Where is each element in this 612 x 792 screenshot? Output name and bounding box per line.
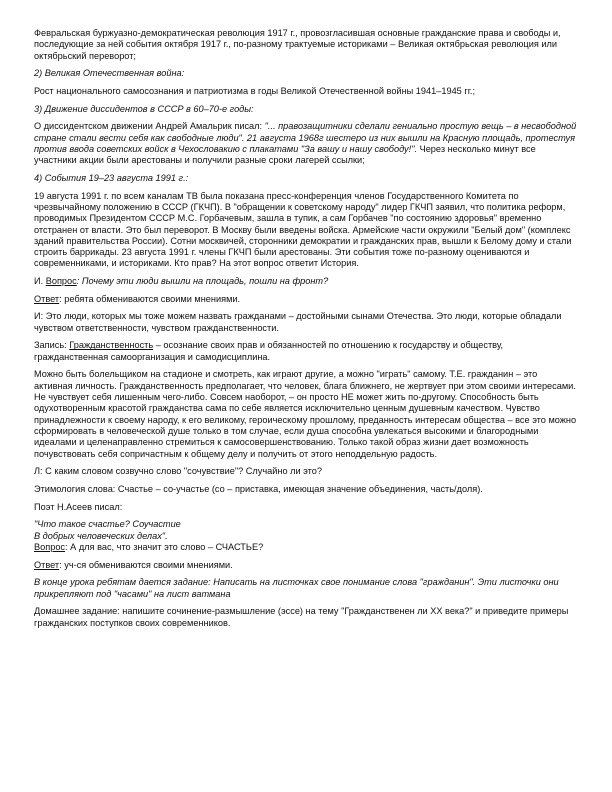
quote-line-2: В добрых человеческих делах". [34, 530, 168, 541]
question-happiness: Вопрос: А для вас, что значит это слово – СЧАСТЬЕ? [34, 541, 264, 552]
heading-august-1991: 4) События 19–23 августа 1991 г.: [34, 172, 189, 183]
paragraph-revolution-1917: Февральская буржуазно-демократическая революция 1917 г., провозгласившая основные гражданские права и свободы и, последующие за ней события октября 1917 г., по-разному трактуемые историками – Великая октябрьская революция или октябрьский переворот; [34, 28, 561, 61]
heading-great-patriotic-war: 2) Великая Отечественная война: [34, 68, 185, 79]
answer-opinions: Ответ: ребята обмениваются своими мнениями. [34, 293, 241, 304]
heading-dissidents: 3) Движение диссидентов в СССР в 60–70-е годы: [34, 103, 254, 114]
paragraph-homework: Домашнее задание: напишите сочинение-размышление (эссе) на тему "Гражданственен ли XX века?" и приведите примеры гражданских поступков своих современников. [34, 606, 569, 628]
paragraph-dissidents: О диссидентском движении Андрей Амальрик писал: "... правозащитники сделали гениально простую вещь – в несвободной стране стали вести себя как свободные люди". 21 августа 1968г шестеро из них вышли на Красную площадь, протестуя против ввода советских войск в Чехословакию с плакатами "За вашу и нашу свободу!". Через несколько минут все участники акции были арестованы и получили разные сроки лагерей ссылки; [34, 121, 577, 166]
paragraph-citizens: И: Это люди, которых мы тоже можем назвать гражданами – достойными сынами Отечества. Это люди, которые обладали чувством ответственности, чувством гражданственности. [34, 311, 562, 333]
definition-citizenship: Запись: Гражданственность – осознание своих прав и обязанностей по отношению к государству и обществу, гражданственная самоорганизация и самодисциплина. [34, 340, 504, 362]
paragraph-patriotism: Рост национального самосознания и патриотизма в годы Великой Отечественной войны 1941–1945 гг.; [34, 85, 476, 96]
paragraph-etymology: Этимология слова: Счастье – со-участье (со – приставка, имеющая значение объединения, часть/доля). [34, 483, 483, 494]
question-sympathy: Л: С каким словом созвучно слово "сочувствие"? Случайно ли это? [34, 466, 322, 477]
question-why: И. Вопрос: Почему эти люди вышли на площадь, пошли на фронт? [34, 276, 329, 287]
paragraph-poet-aseev: Поэт Н.Асеев писал: [34, 501, 123, 512]
answer-students: Ответ: уч-ся обмениваются своими мнениями. [34, 559, 233, 570]
paragraph-active-person: Можно быть болельщиком на стадионе и смотреть, как играют другие, а можно "играть" самому. Т.Е. гражданин – это активная личность. Гражданственность предполагает, что человек, блага ближнего, не жертвует при этом своими интересами. Не чувствует себя лишенным чего-либо. Совсем наоборот, – он просто НЕ может жить по-другому. Способность быть одухотворенным красотой гражданства сама по себе является исключительно ценным душевным качеством. Чувство принадлежности к своему народу, к его великому, героическому прошлому, преданность интересам общества – все это можно сформировать в человеческой душе только в том случае, если душа способна увлекаться высокими и благородными идеалами и целенаправленно стремиться к самосовершенствованию. Только такой образ жизни дает возможность почувствовать себя сопричастным к общему делу и получить от этого неподдельную радость. [34, 369, 577, 459]
paragraph-lesson-task: В конце урока ребятам дается задание: Написать на листочках свое понимание слова "гражданин". Эти листочки они прикрепляют под "часами" на лист ватмана [34, 577, 559, 599]
quote-line-1: "Что такое счастье? Соучастие [34, 519, 181, 530]
paragraph-gkchp: 19 августа 1991 г. по всем каналам ТВ была показана пресс-конференция членов Государственного Комитета по чрезвычайному положению в СССР (ГКЧП). В "обращении к советскому народу" лидер ГКЧП заявил, что политика реформ, проводимых Президентом СССР М.С. Горбачевым, зашла в тупик, а сам Горбачев "по состоянию здоровья" временно отстранен от власти. Это был переворот. В Москву были введены войска. Армейские части окружили "Белый дом" (комплекс зданий правительства России). Сотни москвичей, сторонники демократии и гражданских прав, вышли к Белому дому и стали строить баррикады. 23 августа 1991 г. члены ГКЧП были арестованы. Эти события тоже по-разному оцениваются и современниками, и историками. Кто прав? На этот вопрос ответит История. [34, 190, 572, 269]
